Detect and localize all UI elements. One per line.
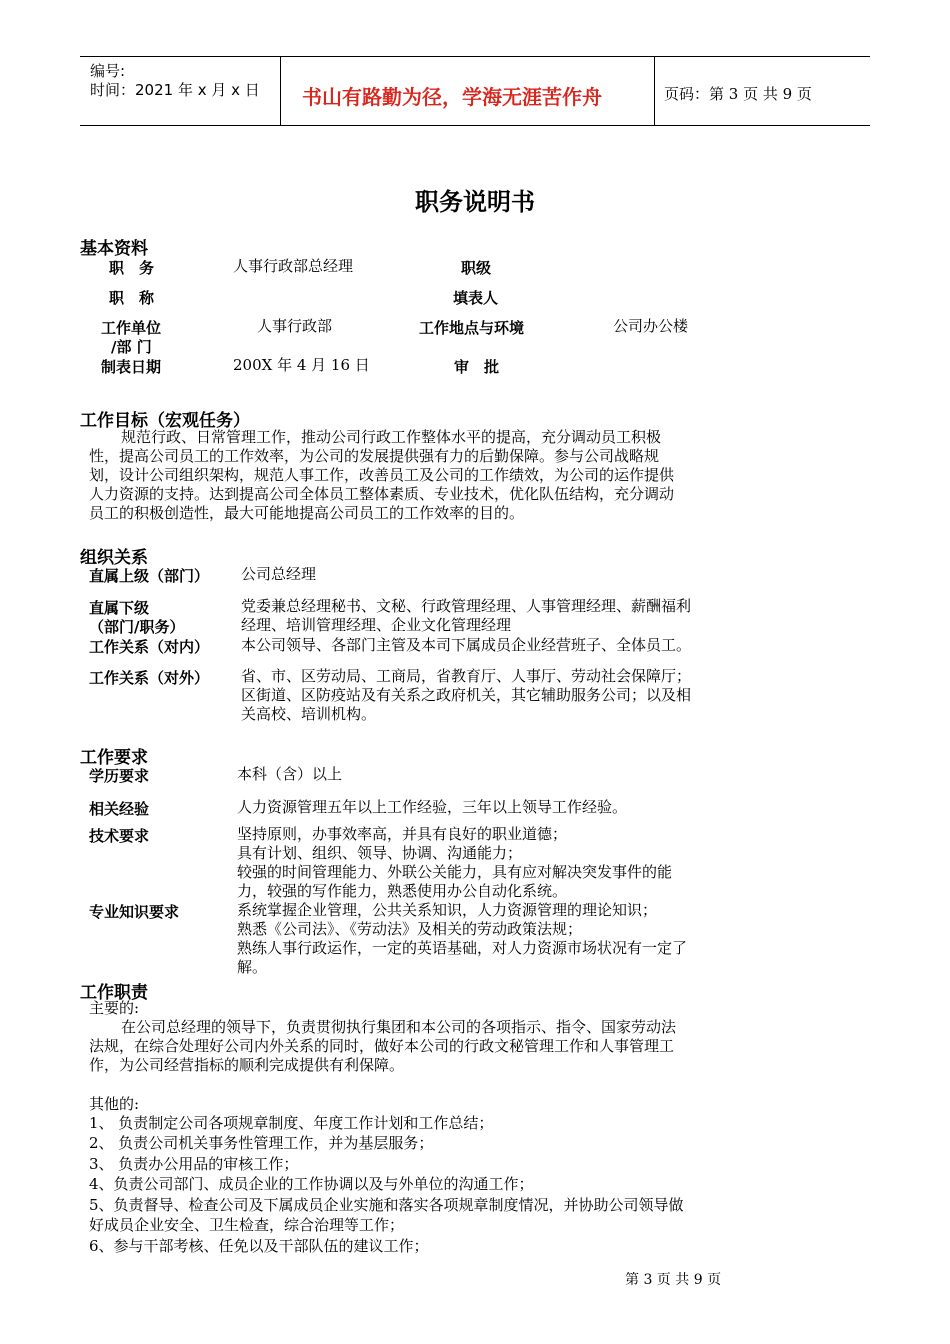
- subordinate-label: 直属下级: [89, 599, 150, 617]
- external-label: 工作关系（对外）: [89, 669, 210, 687]
- date-value: 200X 年 4 月 16 日: [233, 356, 370, 374]
- main-duty-line: 法规，在综合处理好公司内外关系的同时，做好本公司的行政文秘管理工作和人事管理工: [89, 1037, 675, 1055]
- header-motto: 书山有路勤为径，学海无涯苦作舟: [302, 85, 602, 109]
- goal-line: 人力资源的支持。达到提高公司全体员工整体素质、专业技术，优化队伍结构，充分调动: [89, 485, 675, 503]
- page-info: 页码：第 3 页 共 9 页: [664, 85, 812, 103]
- other-duty-label: 其他的:: [89, 1095, 140, 1113]
- date-label: 制表日期: [101, 358, 162, 376]
- knowledge-line: 熟悉《公司法》、《劳动法》及相关的劳动政策法规；: [237, 920, 583, 938]
- goal-line: 划，设计公司组织架构，规范人事工作，改善员工及公司的工作绩效，为公司的运作提供: [89, 466, 675, 484]
- goal-line: 规范行政、日常管理工作，推动公司行政工作整体水平的提高，充分调动员工积极: [121, 428, 662, 446]
- grade-label: 职级: [461, 259, 492, 277]
- exp-label: 相关经验: [89, 800, 150, 818]
- dept-label: /部 门: [111, 338, 152, 356]
- section-heading-goal: 工作目标（宏观任务）: [80, 411, 250, 431]
- edu-value: 本科（含）以上: [237, 765, 343, 783]
- internal-label: 工作关系（对内）: [89, 638, 210, 656]
- title-label: 职 称: [109, 289, 155, 307]
- duty-item: 6、参与干部考核、任免以及干部队伍的建议工作；: [89, 1237, 429, 1255]
- position-value: 人事行政部总经理: [233, 257, 354, 275]
- knowledge-line: 系统掌握企业管理，公共关系知识，人力资源管理的理论知识；: [237, 901, 658, 919]
- external-line: 区街道、区防疫站及有关系之政府机关，其它辅助服务公司；以及相: [241, 686, 692, 704]
- duty-item: 5、负责督导、检查公司及下属成员企业实施和落实各项规章制度情况，并协助公司领导做: [89, 1196, 684, 1214]
- section-heading-basic: 基本资料: [80, 239, 148, 259]
- duty-item: 好成员企业安全、卫生检查，综合治理等工作；: [89, 1216, 405, 1234]
- exp-value: 人力资源管理五年以上工作经验，三年以上领导工作经验。: [237, 798, 628, 816]
- goal-line: 员工的积极创造性，最大可能地提高公司员工的工作效率的目的。: [89, 504, 525, 522]
- external-line: 省、市、区劳动局、工商局，省教育厅、人事厅、劳动社会保障厅；: [241, 667, 692, 685]
- section-heading-req: 工作要求: [80, 748, 148, 768]
- page-header: [80, 56, 870, 126]
- page-footer: 第 3 页 共 9 页: [625, 1272, 722, 1288]
- unit-label: 工作单位: [101, 319, 162, 337]
- internal-value: 本公司领导、各部门主管及本司下属成员企业经营班子、全体员工。: [241, 636, 692, 654]
- edu-label: 学历要求: [89, 767, 150, 785]
- duty-item: 3、 负责办公用品的审核工作；: [89, 1155, 299, 1173]
- tech-line: 力，较强的写作能力，熟悉使用办公自动化系统。: [237, 882, 568, 900]
- tech-line: 较强的时间管理能力、外联公关能力，具有应对解决突发事件的能: [237, 863, 673, 881]
- filler-label: 填表人: [453, 289, 499, 307]
- doc-number-label: 编号:: [90, 62, 126, 80]
- superior-value: 公司总经理: [241, 565, 317, 583]
- main-duty-line: 作，为公司经营指标的顺利完成提供有利保障。: [89, 1056, 405, 1074]
- doc-time-label: 时间：2021 年 x 月 x 日: [90, 81, 260, 99]
- superior-label: 直属上级（部门）: [89, 567, 210, 585]
- subordinate-line: 党委兼总经理秘书、文秘、行政管理经理、人事管理经理、薪酬福利: [241, 597, 692, 615]
- section-heading-duty: 工作职责: [80, 983, 148, 1003]
- subordinate-line: 经理、培训管理经理、企业文化管理经理: [241, 616, 512, 634]
- duty-item: 1、 负责制定公司各项规章制度、年度工作计划和工作总结；: [89, 1114, 494, 1132]
- knowledge-line: 解。: [237, 958, 268, 976]
- location-value: 公司办公楼: [613, 317, 689, 335]
- tech-line: 坚持原则，办事效率高，并具有良好的职业道德；: [237, 825, 568, 843]
- knowledge-label: 专业知识要求: [89, 903, 180, 921]
- header-divider: [280, 57, 281, 125]
- main-duty-label: 主要的:: [89, 999, 140, 1017]
- duty-item: 4、负责公司部门、成员企业的工作协调以及与外单位的沟通工作；: [89, 1175, 534, 1193]
- unit-value: 人事行政部: [257, 317, 333, 335]
- subordinate-sub-label: （部门/职务）: [89, 618, 185, 636]
- external-line: 关高校、培训机构。: [241, 705, 377, 723]
- main-duty-line: 在公司总经理的领导下，负责贯彻执行集团和本公司的各项指示、指令、国家劳动法: [121, 1018, 677, 1036]
- position-label: 职 务: [109, 259, 155, 277]
- goal-line: 性，提高公司员工的工作效率，为公司的发展提供强有力的后勤保障。参与公司战略规: [89, 447, 660, 465]
- tech-line: 具有计划、组织、领导、协调、沟通能力；: [237, 844, 523, 862]
- location-label: 工作地点与环境: [419, 319, 525, 337]
- knowledge-line: 熟练人事行政运作，一定的英语基础，对人力资源市场状况有一定了: [237, 939, 688, 957]
- doc-title: 职务说明书: [415, 188, 535, 216]
- section-heading-org: 组织关系: [80, 548, 148, 568]
- tech-label: 技术要求: [89, 827, 150, 845]
- header-divider: [654, 57, 655, 125]
- duty-item: 2、 负责公司机关事务性管理工作，并为基层服务；: [89, 1134, 434, 1152]
- approve-label: 审 批: [454, 358, 500, 376]
